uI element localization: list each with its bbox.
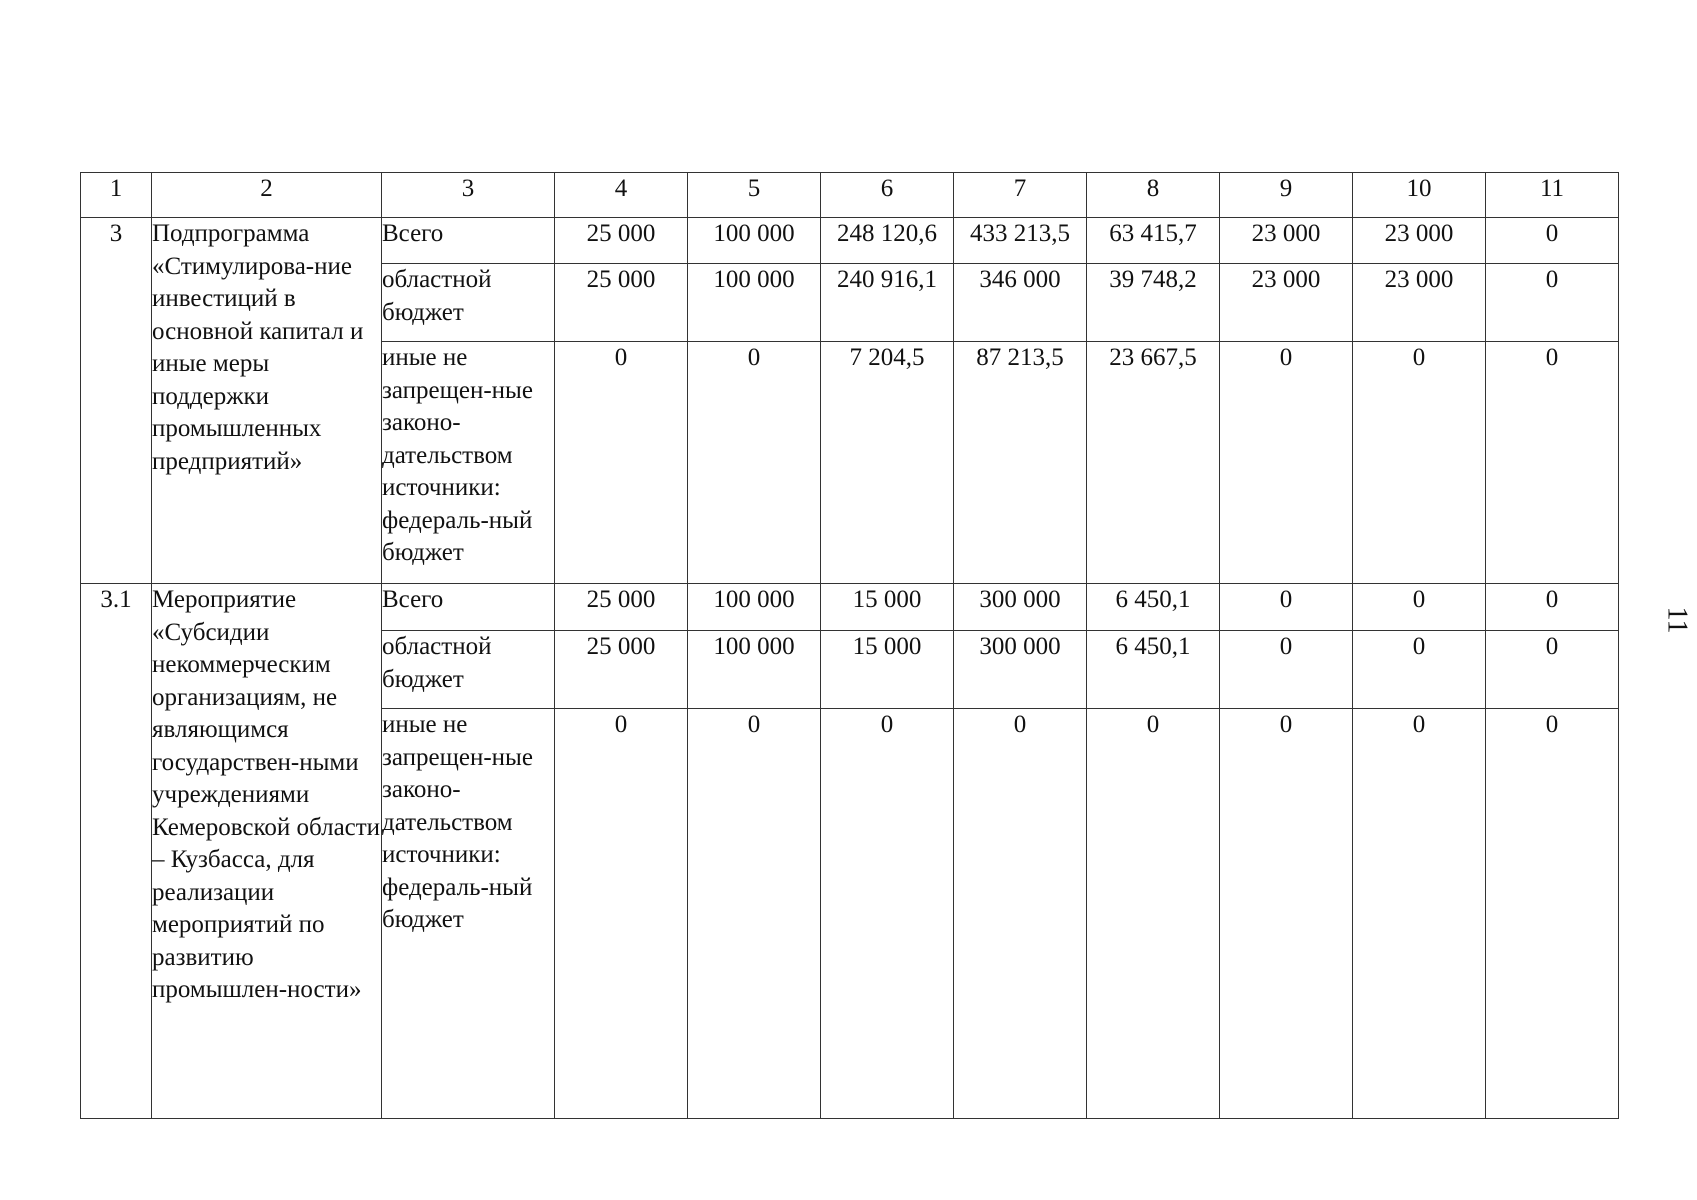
value-cell: 7 204,5 — [821, 342, 954, 584]
funding-source: Всего — [382, 584, 555, 631]
value-cell: 0 — [1486, 264, 1619, 342]
header-cell: 2 — [152, 173, 382, 218]
header-cell: 11 — [1486, 173, 1619, 218]
value-cell: 0 — [1353, 584, 1486, 631]
value-cell: 25 000 — [555, 218, 688, 264]
funding-source: областной бюджет — [382, 264, 555, 342]
value-cell: 0 — [1353, 709, 1486, 1119]
value-cell: 100 000 — [688, 218, 821, 264]
header-cell: 1 — [81, 173, 152, 218]
value-cell: 39 748,2 — [1087, 264, 1220, 342]
row-number: 3 — [81, 218, 152, 584]
program-name: Подпрограмма «Стимулирова-ние инвестиций в основной капитал и иные меры поддержки промышленных предприятий» — [152, 218, 382, 584]
value-cell: 100 000 — [688, 264, 821, 342]
value-cell: 87 213,5 — [954, 342, 1087, 584]
table-row — [81, 218, 1619, 264]
value-cell: 0 — [1087, 709, 1220, 1119]
value-cell: 300 000 — [954, 584, 1087, 631]
value-cell: 23 667,5 — [1087, 342, 1220, 584]
program-name: Мероприятие «Субсидии некоммерческим организациям, не являющимся государствен-ными учреждениями Кемеровской области – Кузбасса, для реализации мероприятий по развитию промышлен-ности» — [152, 584, 382, 1119]
row-number: 3.1 — [81, 584, 152, 1119]
value-cell: 25 000 — [555, 264, 688, 342]
value-cell: 23 000 — [1353, 218, 1486, 264]
value-cell: 0 — [1353, 342, 1486, 584]
value-cell: 100 000 — [688, 631, 821, 709]
value-cell: 433 213,5 — [954, 218, 1087, 264]
header-cell: 7 — [954, 173, 1087, 218]
value-cell: 6 450,1 — [1087, 631, 1220, 709]
value-cell: 0 — [555, 709, 688, 1119]
value-cell: 0 — [1486, 218, 1619, 264]
funding-source: иные не запрещен-ные законо-дательством источники: федераль-ный бюджет — [382, 709, 555, 1119]
value-cell: 0 — [688, 709, 821, 1119]
header-cell: 8 — [1087, 173, 1220, 218]
value-cell: 0 — [821, 709, 954, 1119]
value-cell: 240 916,1 — [821, 264, 954, 342]
funding-source: областной бюджет — [382, 631, 555, 709]
value-cell: 15 000 — [821, 584, 954, 631]
value-cell: 0 — [1486, 631, 1619, 709]
header-cell: 5 — [688, 173, 821, 218]
table-row — [81, 584, 1619, 631]
value-cell: 100 000 — [688, 584, 821, 631]
budget-table — [80, 172, 1619, 1119]
value-cell: 6 450,1 — [1087, 584, 1220, 631]
value-cell: 23 000 — [1220, 218, 1353, 264]
value-cell: 346 000 — [954, 264, 1087, 342]
value-cell: 0 — [1220, 584, 1353, 631]
value-cell: 0 — [1353, 631, 1486, 709]
value-cell: 23 000 — [1353, 264, 1486, 342]
header-cell: 10 — [1353, 173, 1486, 218]
value-cell: 25 000 — [555, 631, 688, 709]
value-cell: 0 — [555, 342, 688, 584]
value-cell: 15 000 — [821, 631, 954, 709]
header-cell: 4 — [555, 173, 688, 218]
value-cell: 0 — [954, 709, 1087, 1119]
value-cell: 0 — [1220, 631, 1353, 709]
funding-source: Всего — [382, 218, 555, 264]
value-cell: 248 120,6 — [821, 218, 954, 264]
value-cell: 0 — [1486, 584, 1619, 631]
value-cell: 25 000 — [555, 584, 688, 631]
funding-source: иные не запрещен-ные законо-дательством источники: федераль-ный бюджет — [382, 342, 555, 584]
value-cell: 0 — [1486, 342, 1619, 584]
header-cell: 6 — [821, 173, 954, 218]
header-cell: 9 — [1220, 173, 1353, 218]
value-cell: 0 — [1220, 342, 1353, 584]
value-cell: 63 415,7 — [1087, 218, 1220, 264]
header-row — [81, 173, 1619, 218]
value-cell: 0 — [1486, 709, 1619, 1119]
value-cell: 23 000 — [1220, 264, 1353, 342]
value-cell: 300 000 — [954, 631, 1087, 709]
value-cell: 0 — [1220, 709, 1353, 1119]
value-cell: 0 — [688, 342, 821, 584]
page-number: 11 — [1661, 606, 1693, 634]
header-cell: 3 — [382, 173, 555, 218]
